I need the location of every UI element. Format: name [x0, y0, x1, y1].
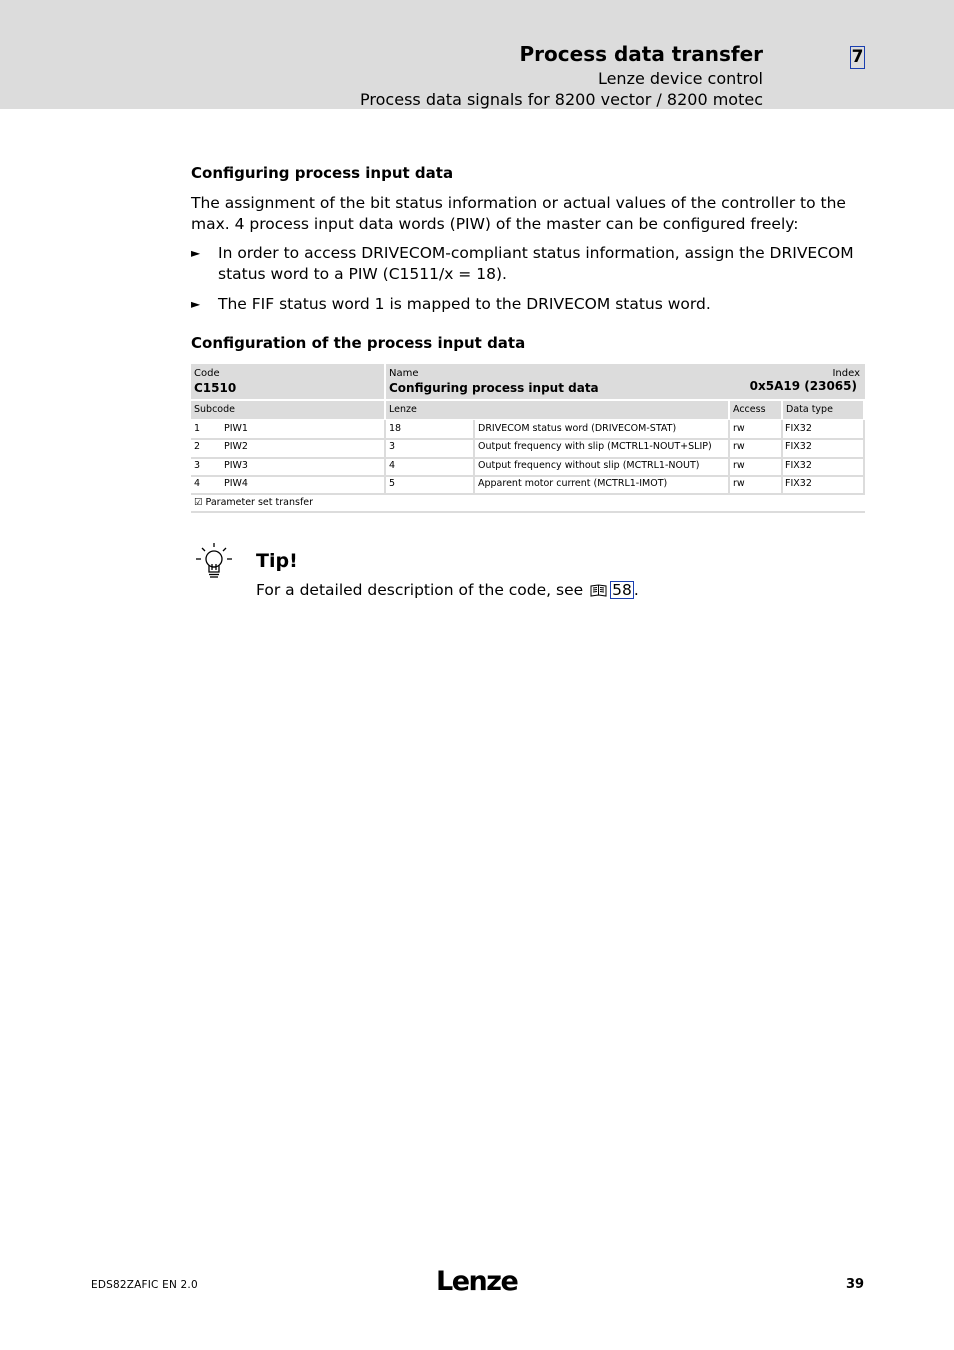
row-subcode: 1 [194, 423, 201, 434]
code-value: C1510 [194, 381, 237, 395]
section-heading-configuration: Configuration of the process input data [191, 334, 526, 352]
row-access: rw [733, 423, 745, 434]
row-divider [191, 438, 865, 440]
row-description: DRIVECOM status word (DRIVECOM-STAT) [478, 423, 677, 434]
tip-text [256, 581, 639, 599]
bullet-arrow-icon: ► [191, 246, 201, 260]
lenze-logo: Lenze [436, 1266, 518, 1297]
row-lenze: 3 [389, 441, 396, 452]
row-name: PIW1 [224, 423, 248, 434]
bullet-item [191, 243, 865, 285]
bullet-text: In order to access DRIVECOM-compliant status information, assign the DRIVECOM status word to a PIW (C1511/x = 18). [218, 244, 854, 283]
row-name: PIW3 [224, 460, 248, 471]
col-access: Access [730, 401, 781, 419]
table-row [191, 439, 865, 457]
tip-title: Tip! [256, 550, 298, 572]
row-divider [191, 457, 865, 459]
code-header-cell [191, 364, 384, 399]
tip-text-after: . [633, 581, 639, 599]
row-description: Output frequency with slip (MCTRL1-NOUT+SLIP) [478, 441, 712, 452]
row-name: PIW2 [224, 441, 248, 452]
page-subtitle-2: Process data signals for 8200 vector / 8200 motec [360, 90, 763, 109]
row-lenze: 5 [389, 478, 396, 489]
table-row [191, 476, 865, 494]
row-lenze: 4 [389, 460, 396, 471]
row-access: rw [733, 441, 745, 452]
table-row [191, 458, 865, 476]
index-label: Index [832, 368, 860, 379]
page-reference-link[interactable]: 58 [612, 581, 632, 599]
row-access: rw [733, 460, 745, 471]
row-name: PIW4 [224, 478, 248, 489]
row-datatype: FIX32 [785, 423, 812, 434]
chapter-link[interactable]: 7 [851, 47, 864, 67]
name-value: Configuring process input data [389, 381, 599, 395]
tip-text-before: For a detailed description of the code, see [256, 581, 584, 599]
document-id: EDS82ZAFIC EN 2.0 [91, 1279, 198, 1291]
col-subcode: Subcode [191, 401, 384, 419]
row-description: Output frequency without slip (MCTRL1-NOUT) [478, 460, 700, 471]
page-title: Process data transfer [519, 42, 763, 66]
row-divider [191, 493, 865, 495]
bullet-item [191, 294, 865, 315]
page-number: 39 [846, 1277, 865, 1292]
row-subcode: 4 [194, 478, 201, 489]
index-value: 0x5A19 (23065) [749, 379, 857, 393]
col-divider [384, 420, 386, 493]
row-datatype: FIX32 [785, 460, 812, 471]
col-divider [728, 420, 730, 493]
lightbulb-icon [193, 541, 235, 581]
col-divider [863, 420, 865, 493]
name-header-cell [386, 364, 865, 399]
row-access: rw [733, 478, 745, 489]
col-datatype: Data type [783, 401, 863, 419]
parameter-set-transfer-note: ☑ Parameter set transfer [194, 497, 314, 508]
bullet-arrow-icon: ► [191, 297, 201, 311]
table-bottom-rule [191, 511, 865, 513]
section-heading-configuring: Configuring process input data [191, 164, 454, 182]
col-divider [473, 420, 475, 493]
row-datatype: FIX32 [785, 478, 812, 489]
row-divider [191, 475, 865, 477]
row-subcode: 2 [194, 441, 201, 452]
row-description: Apparent motor current (MCTRL1-IMOT) [478, 478, 668, 489]
col-divider [781, 420, 783, 493]
row-lenze: 18 [389, 423, 402, 434]
row-datatype: FIX32 [785, 441, 812, 452]
table-row [191, 420, 865, 438]
col-lenze: Lenze [386, 401, 728, 419]
name-label: Name [389, 368, 419, 379]
page-subtitle-1: Lenze device control [597, 69, 763, 88]
book-icon [590, 584, 607, 597]
row-subcode: 3 [194, 460, 201, 471]
intro-paragraph: The assignment of the bit status information or actual values of the controller to the max. 4 process input data words (PIW) of the master can be configured freely: [191, 194, 846, 233]
bullet-text: The FIF status word 1 is mapped to the DRIVECOM status word. [218, 295, 711, 313]
code-label: Code [194, 368, 220, 379]
